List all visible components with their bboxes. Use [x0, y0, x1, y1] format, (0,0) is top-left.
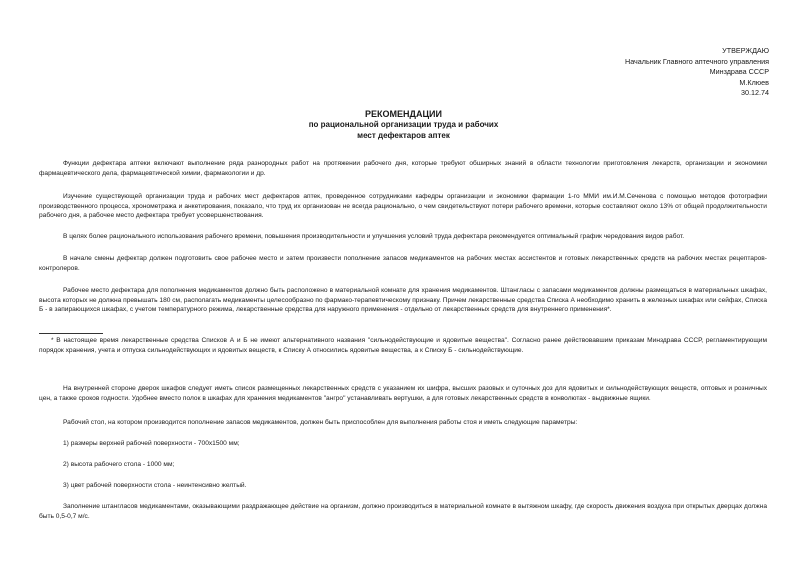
paragraph-6: На внутренней стороне дверок шкафов следует иметь список размещенных лекарственных средств с указанием их шифра, высших разовых и суточных доз для ядовитых и сильнодействующих веществ, оптовых и розничных цен, а также сроков годности. Удобнее вместо полок в шкафах для хранения медикаментов "ангро" устанавливать вертушки, а для готовых лекарственных средств в конволютах - выдвижные ящики.	[39, 385, 767, 402]
paragraph-5: Рабочее место дефектара для пополнения медикаментов должно быть расположено в материальной комнате для хранения медикаментов. Штангласы с запасами медикаментов должны размещаться в материальных шкафах, высота которых не должна превышать 180 см, располагать медикаменты целесообразно по фармако-терапевтическому признаку. Причем лекарственные средства Списка А необходимо хранить в железных шкафах или сейфах, Списка Б - в запирающихся шкафах, с учетом температурного режима, лекарственные средства для наружного применения - отдельно от лекарственных средств для внутреннего применения*.	[39, 287, 767, 314]
list-item-3: 3) цвет рабочей поверхности стола - неинтенсивно желтый.	[63, 482, 247, 489]
list-item-2: 2) высота рабочего стола - 1000 мм;	[63, 461, 175, 468]
paragraph-8: Заполнение штангласов медикаментами, оказывающими раздражающее действие на организм, должно производиться в материальной комнате в вытяжном шкафу, где скорость движения воздуха при открытых дверцах должна быть 0,5-0,7 м/с.	[39, 503, 767, 520]
approval-heading: УТВЕРЖДАЮ	[722, 46, 769, 55]
footnote: * В настоящее время лекарственные средства Списков А и Б не имеют альтернативного названия "сильнодействующие и ядовитые вещества". Согласно ранее действовавшим приказам Минздрава СССР, регламентирующим порядок хранения, учета и отпуска сильнодействующих и ядовитых веществ, к Списку А относились ядовитые вещества, а к Списку Б - сильнодействующие.	[39, 337, 767, 354]
title-subtitle-line1: по рациональной организации труда и рабочих	[308, 120, 499, 129]
list-item-1: 1) размеры верхней рабочей поверхности - 700х1500 мм;	[63, 440, 240, 447]
approval-block	[625, 46, 769, 99]
paragraph-7: Рабочий стол, на котором производится пополнение запасов медикаментов, должен быть приспособлен для выполнения работы стоя и иметь следующие параметры:	[63, 419, 578, 426]
approval-signatory: М.Клюев	[739, 77, 769, 87]
approval-date: 30.12.74	[741, 88, 769, 98]
footnote-divider	[39, 333, 103, 334]
paragraph-3: В целях более рационального использования рабочего времени, повышения производительности и улучшения условий труда дефектара рекомендуется оптимальный график чередования видов работ.	[63, 233, 685, 240]
document-title	[0, 109, 807, 141]
approval-position: Начальник Главного аптечного управления	[625, 56, 769, 66]
paragraph-2: Изучение существующей организации труда и рабочих мест дефектаров аптек, проведенное сотрудниками кафедры организации и экономики фармации 1-го ММИ им.И.М.Сеченова с помощью методов фотографии производственного процесса, хронометража и анкетирования, показало, что труд их организован не всегда рационально, о чем свидетельствуют потери рабочего времени, которые составляют около 13% от общей продолжительности рабочего дня, а рабочее место дефектара требует усовершенствования.	[39, 193, 767, 220]
paragraph-4: В начале смены дефектар должен подготовить свое рабочее место и затем произвести пополнение запасов медикаментов на рабочих местах ассистентов и готовых лекарственных средств на рабочих местах рецептаров-контролеров.	[39, 255, 767, 272]
title-main: РЕКОМЕНДАЦИИ	[365, 109, 442, 119]
paragraph-1: Функции дефектара аптеки включают выполнение ряда разнородных работ на протяжении рабочего дня, которые требуют обширных знаний в области технологии приготовления лекарств, организации и экономики фармацевтического дела, фармацевтической химии, фармакологии и др.	[39, 160, 767, 177]
title-subtitle-line2: мест дефектаров аптек	[357, 130, 450, 140]
approval-ministry: Минздрава СССР	[709, 67, 769, 77]
